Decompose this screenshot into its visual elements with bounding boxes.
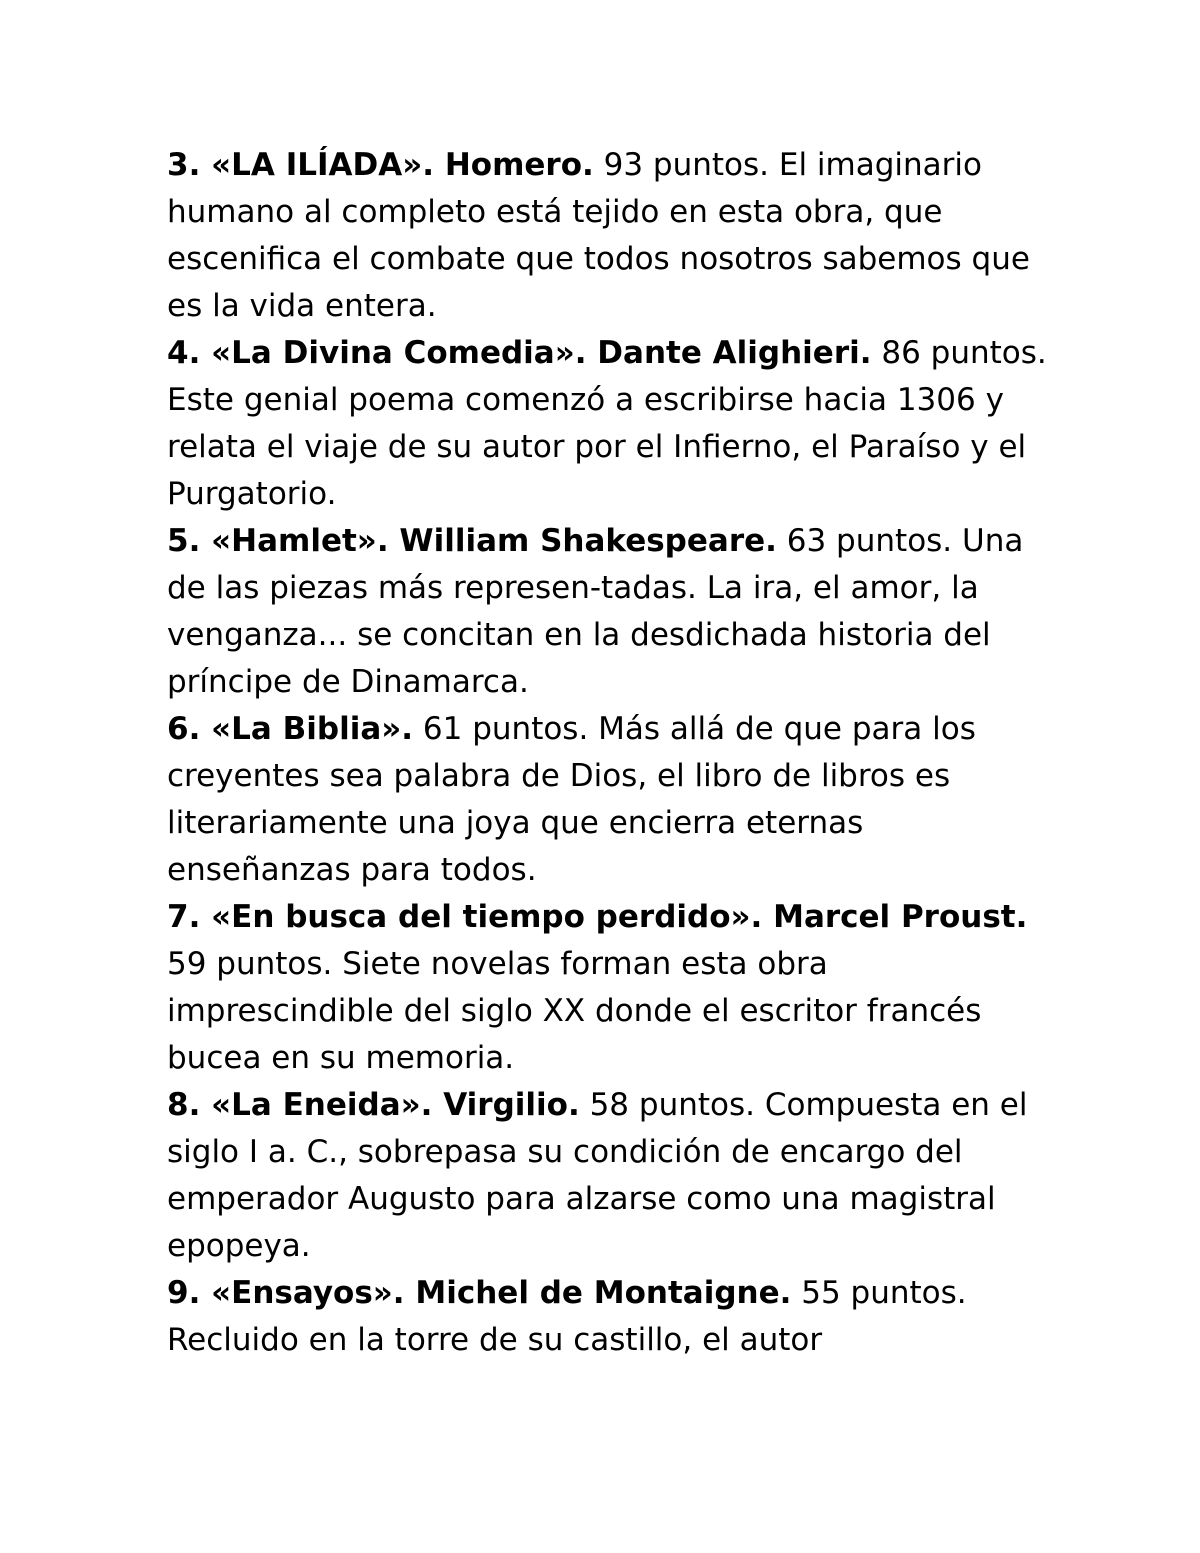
entry-heading: 8. «La Eneida». Virgilio. xyxy=(167,1087,580,1123)
entry-heading: 4. «La Divina Comedia». Dante Alighieri. xyxy=(167,335,872,371)
entry-body: 59 puntos. Siete novelas forman esta obra imprescindible del siglo XX donde el escritor francés bucea en su memoria. xyxy=(167,946,982,1076)
entry-heading: 5. «Hamlet». William Shakespeare. xyxy=(167,523,777,559)
entry-body: 93 puntos. El imaginario humano al completo está tejido en esta obra, que escenifica el combate que todos nosotros sabemos que es la vida entera. xyxy=(167,147,1030,324)
entry-heading: 7. «En busca del tiempo perdido». Marcel Proust. xyxy=(167,899,1028,935)
entry-heading: 3. «LA ILÍADA». Homero. xyxy=(167,147,594,183)
list-item xyxy=(167,1082,1047,1270)
entry-body: 63 puntos. Una de las piezas más represen-tadas. La ira, el amor, la venganza... se concitan en la desdichada historia del príncipe de Dinamarca. xyxy=(167,523,1024,700)
list-item xyxy=(167,706,1047,894)
list-item xyxy=(167,142,1047,330)
list-item xyxy=(167,518,1047,706)
entry-heading: 9. «Ensayos». Michel de Montaigne. xyxy=(167,1275,792,1311)
entry-body: 58 puntos. Compuesta en el siglo I a. C., sobrepasa su condición de encargo del emperador Augusto para alzarse como una magistral epopeya. xyxy=(167,1087,1028,1264)
entry-body: 55 puntos. Recluido en la torre de su castillo, el autor xyxy=(167,1275,967,1358)
list-item xyxy=(167,1270,1047,1364)
entry-heading: 6. «La Biblia». xyxy=(167,711,414,747)
entry-body: 61 puntos. Más allá de que para los creyentes sea palabra de Dios, el libro de libros es literariamente una joya que encierra eternas enseñanzas para todos. xyxy=(167,711,976,888)
list-item xyxy=(167,330,1047,518)
document-page xyxy=(167,142,1047,1364)
list-item xyxy=(167,894,1047,1082)
entry-body: 86 puntos. Este genial poema comenzó a escribirse hacia 1306 y relata el viaje de su autor por el Infierno, el Paraíso y el Purgatorio. xyxy=(167,335,1047,512)
